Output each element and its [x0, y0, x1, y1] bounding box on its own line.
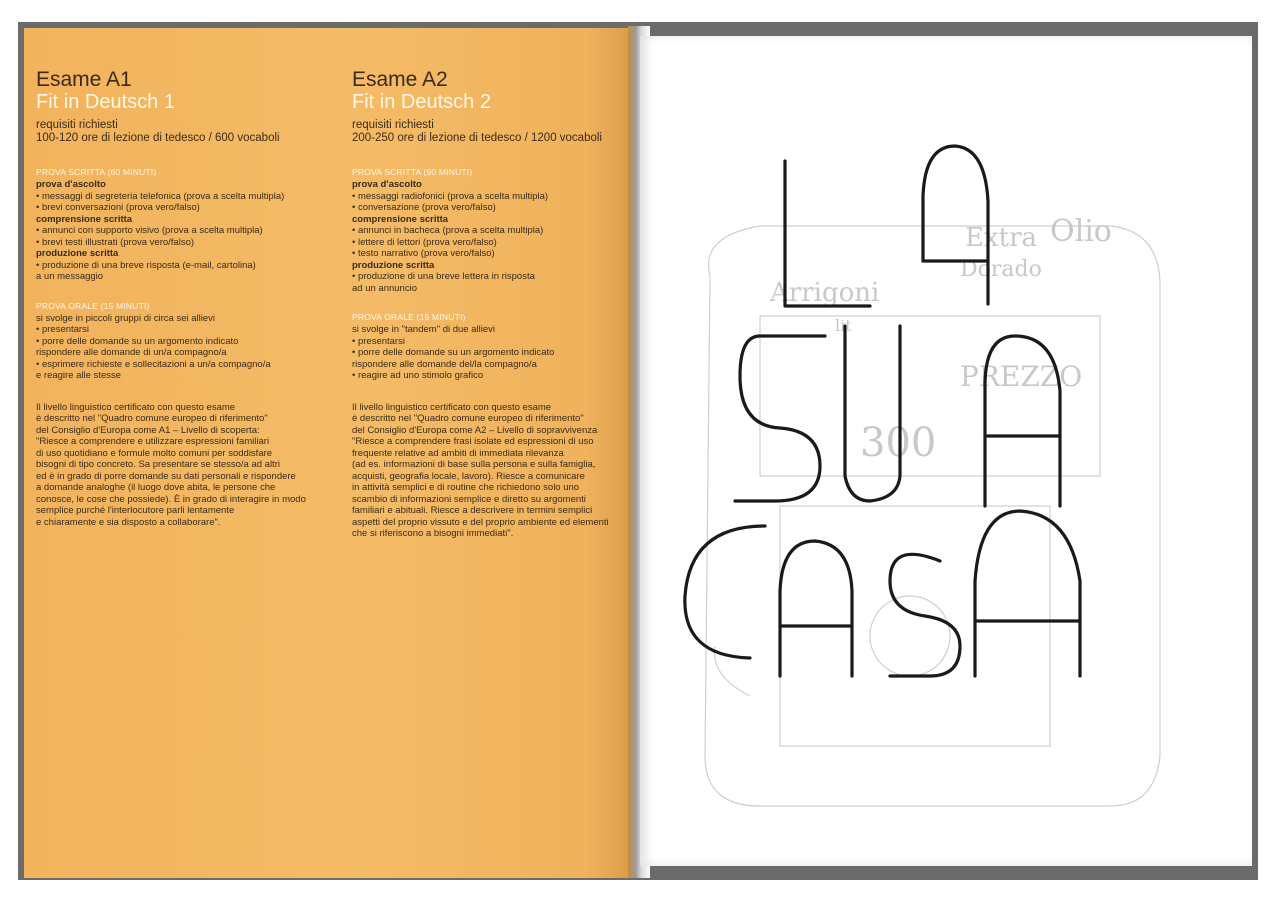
text-line: Il livello linguistico certificato con questo esame — [36, 401, 236, 413]
text-line: e reagire alle stesse — [36, 370, 122, 381]
text-line: acquisti, geografia locale, lavoro). Riesce a comunicare — [352, 470, 585, 482]
text-line: a domande analoghe (il luogo dove abita, le persone che — [36, 482, 276, 493]
exam-a1-reading: comprensione scritta — [36, 213, 133, 225]
text-line: "Riesce a comprendere frasi isolate ed espressioni di uso — [352, 436, 594, 447]
exam-a2-writing-list — [352, 271, 642, 294]
exam-a2-title: Esame A2 — [352, 68, 448, 91]
text-line: che si riferiscono a bisogni immediati". — [352, 528, 514, 539]
exam-a2-subtitle: Fit in Deutsch 2 — [352, 91, 491, 113]
text-line: • messaggi radiofonici (prova a scelta multipla) — [352, 190, 549, 202]
text-line: • porre delle domande su un argomento indicato — [36, 335, 239, 347]
text-line: • porre delle domande su un argomento indicato — [352, 347, 555, 358]
exam-a1-writing-list — [36, 260, 326, 283]
faint-word-lit: lit — [835, 316, 852, 335]
exam-a2-written-header: PROVA SCRITTA (90 MINUTI) — [352, 167, 473, 177]
text-line: • esprimere richieste e sollecitazioni a un/a compagno/a — [36, 358, 271, 370]
faint-word-arrigoni: Arrigoni — [770, 278, 880, 308]
exam-a1-req-value: 100-120 ore di lezione di tedesco / 600 vocaboli — [36, 132, 280, 144]
text-line: Il livello linguistico certificato con questo esame — [352, 401, 552, 413]
text-line: "Riesce a comprendere e utilizzare espressioni familiari — [36, 436, 270, 447]
letter-s-2 — [890, 554, 960, 676]
text-line: ad un annuncio — [352, 282, 417, 294]
text-line: del Consiglio d'Europa come A2 – Livello di sopravvivenza — [352, 424, 598, 436]
exam-a2-req-label: requisiti richiesti — [352, 119, 434, 131]
exam-a1-oral-header: PROVA ORALE (15 MINUTI) — [36, 300, 150, 311]
text-line: • brevi testi illustrati (prova vero/falso) — [36, 236, 195, 248]
text-line: • annunci in bacheca (prova a scelta multipla) — [352, 225, 544, 236]
exam-a2-oral-list — [352, 324, 642, 382]
exam-a2-reading: comprensione scritta — [352, 213, 449, 225]
text-line: (ad es. informazioni di base sulla persona e sulla famiglia, — [352, 459, 596, 470]
text-line: • brevi conversazioni (prova vero/falso) — [36, 202, 200, 213]
text-line: del Consiglio d'Europa come A1 – Livello di scoperta: — [36, 424, 260, 436]
letter-c — [685, 526, 765, 658]
text-line: frequente relative ad ambiti di immediata rilevanza — [352, 447, 564, 459]
letter-a-3 — [780, 541, 852, 676]
text-line: • messaggi di segreteria telefonica (prova a scelta multipla) — [36, 190, 285, 202]
letter-s-1 — [735, 336, 825, 501]
exam-a1-title: Esame A1 — [36, 68, 132, 91]
exam-a1-subtitle: Fit in Deutsch 1 — [36, 91, 175, 113]
text-line: conosce, le cose che possiede). È in grado di interagire in modo — [36, 493, 306, 505]
exam-a1-level-description — [36, 402, 326, 529]
exam-a1-writing: produzione scritta — [36, 248, 119, 259]
letter-a-2 — [985, 336, 1060, 506]
text-line: • produzione di una breve lettera in risposta — [352, 271, 535, 282]
text-line: in attività semplici e di routine che richiedono solo uno — [352, 482, 580, 493]
letter-u-1 — [845, 326, 900, 501]
faint-word-olio: Olio — [1050, 214, 1112, 249]
exam-a1-req-label: requisiti richiesti — [36, 119, 118, 131]
text-line: rispondere alle domande del/la compagno/a — [352, 358, 537, 370]
exam-a2-level-description — [352, 402, 642, 540]
text-line: è descritto nel "Quadro comune europeo di riferimento" — [352, 413, 584, 424]
text-line: • presentarsi — [352, 335, 405, 347]
text-line: • lettere di lettori (prova vero/falso) — [352, 236, 497, 248]
exam-a2-oral-header: PROVA ORALE (15 MINUTI) — [352, 312, 466, 322]
text-line: • testo narrativo (prova vero/falso) — [352, 248, 495, 259]
exam-a1-written-header: PROVA SCRITTA (60 MINUTI) — [36, 167, 157, 177]
text-line: ed è in grado di porre domande su dati personali e rispondere — [36, 470, 296, 482]
exam-a1-oral-list — [36, 313, 326, 382]
text-line: si svolge in piccoli gruppi di circa sei allievi — [36, 312, 215, 324]
hand-drawn-lettering — [640, 36, 1252, 866]
exam-a1-listening-list — [36, 191, 326, 214]
text-line: • reagire ad uno stimolo grafico — [352, 370, 484, 381]
text-line: • annunci con supporto visivo (prova a scelta multipla) — [36, 225, 263, 236]
text-line: si svolge in "tandem" di due allievi — [352, 324, 495, 335]
exam-a1-listening: prova d'ascolto — [36, 179, 106, 190]
text-line: • produzione di una breve risposta (e-mail, cartolina) — [36, 259, 256, 271]
text-line: e chiaramente e sia disposto a collaborare". — [36, 516, 221, 528]
letter-a-4 — [975, 511, 1080, 676]
exam-a2-listening-list — [352, 191, 642, 214]
text-line: a un messaggio — [36, 271, 104, 282]
faint-word-extra: Extra — [965, 223, 1038, 253]
text-line: è descritto nel "Quadro comune europeo di riferimento" — [36, 413, 268, 424]
faint-word-dorado: Dorado — [960, 257, 1042, 282]
letter-l-1 — [785, 161, 870, 306]
text-line: • conversazione (prova vero/falso) — [352, 202, 496, 213]
column-exam-a1 — [36, 68, 326, 528]
faint-word-300: 300 — [860, 420, 937, 466]
exam-a1-reading-list — [36, 225, 326, 248]
text-line: aspetti del proprio vissuto e del proprio ambiente ed elementi — [352, 516, 609, 528]
column-exam-a2 — [352, 68, 642, 540]
letter-a-1 — [923, 146, 988, 304]
text-line: bisogni di tipo concreto. Sa presentare se stesso/a ad altri — [36, 459, 280, 470]
text-line: di uso quotidiano e formule molto comuni per soddisfare — [36, 447, 273, 459]
text-line: scambio di informazioni semplice e diretto su argomenti — [352, 493, 586, 505]
exam-a2-listening: prova d'ascolto — [352, 179, 422, 190]
exam-a2-writing: produzione scritta — [352, 259, 435, 271]
right-page-drawing — [640, 36, 1252, 866]
exam-a2-req-value: 200-250 ore di lezione di tedesco / 1200 vocaboli — [352, 132, 602, 144]
text-line: rispondere alle domande di un/a compagno/a — [36, 347, 227, 358]
faint-word-prezzo: PREZZO — [960, 360, 1083, 393]
text-line: semplice purché l'interlocutore parli lentamente — [36, 505, 235, 516]
text-line: familiari e abituali. Riesce a descrivere in termini semplici — [352, 505, 593, 516]
text-line: • presentarsi — [36, 324, 89, 335]
left-page-orange — [24, 28, 635, 878]
exam-a2-reading-list — [352, 225, 642, 260]
